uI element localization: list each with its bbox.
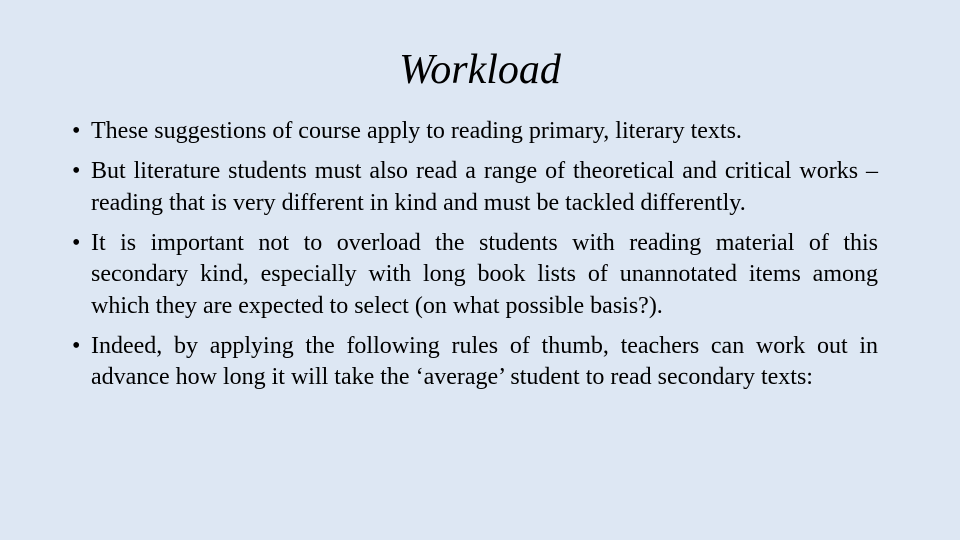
bullet-icon: • <box>72 118 81 144</box>
bullet-icon: • <box>72 332 81 359</box>
bullet-item <box>72 116 878 148</box>
bullet-text: Indeed, by applying the following rules of thumb, teachers can work out in advance how long it will take the ‘average’ student to read secondary texts: <box>91 332 878 390</box>
bullet-item <box>72 228 878 323</box>
bullet-icon: • <box>72 158 81 184</box>
bullet-icon: • <box>72 229 81 256</box>
bullet-text: It is important not to overload the students with reading material of this secondary kind, especially with long book lists of unannotated items among which they are expected to select (on what possible basis?). <box>91 229 878 319</box>
bullet-text: These suggestions of course apply to reading primary, literary texts. <box>91 118 742 144</box>
bullet-text: But literature students must also read a range of theoretical and critical works – reading that is very different in kind and must be tackled differently. <box>91 158 878 216</box>
slide-title: Workload <box>399 47 561 93</box>
bullet-item <box>72 331 878 394</box>
bullet-list <box>72 116 878 402</box>
bullet-item <box>72 156 878 219</box>
